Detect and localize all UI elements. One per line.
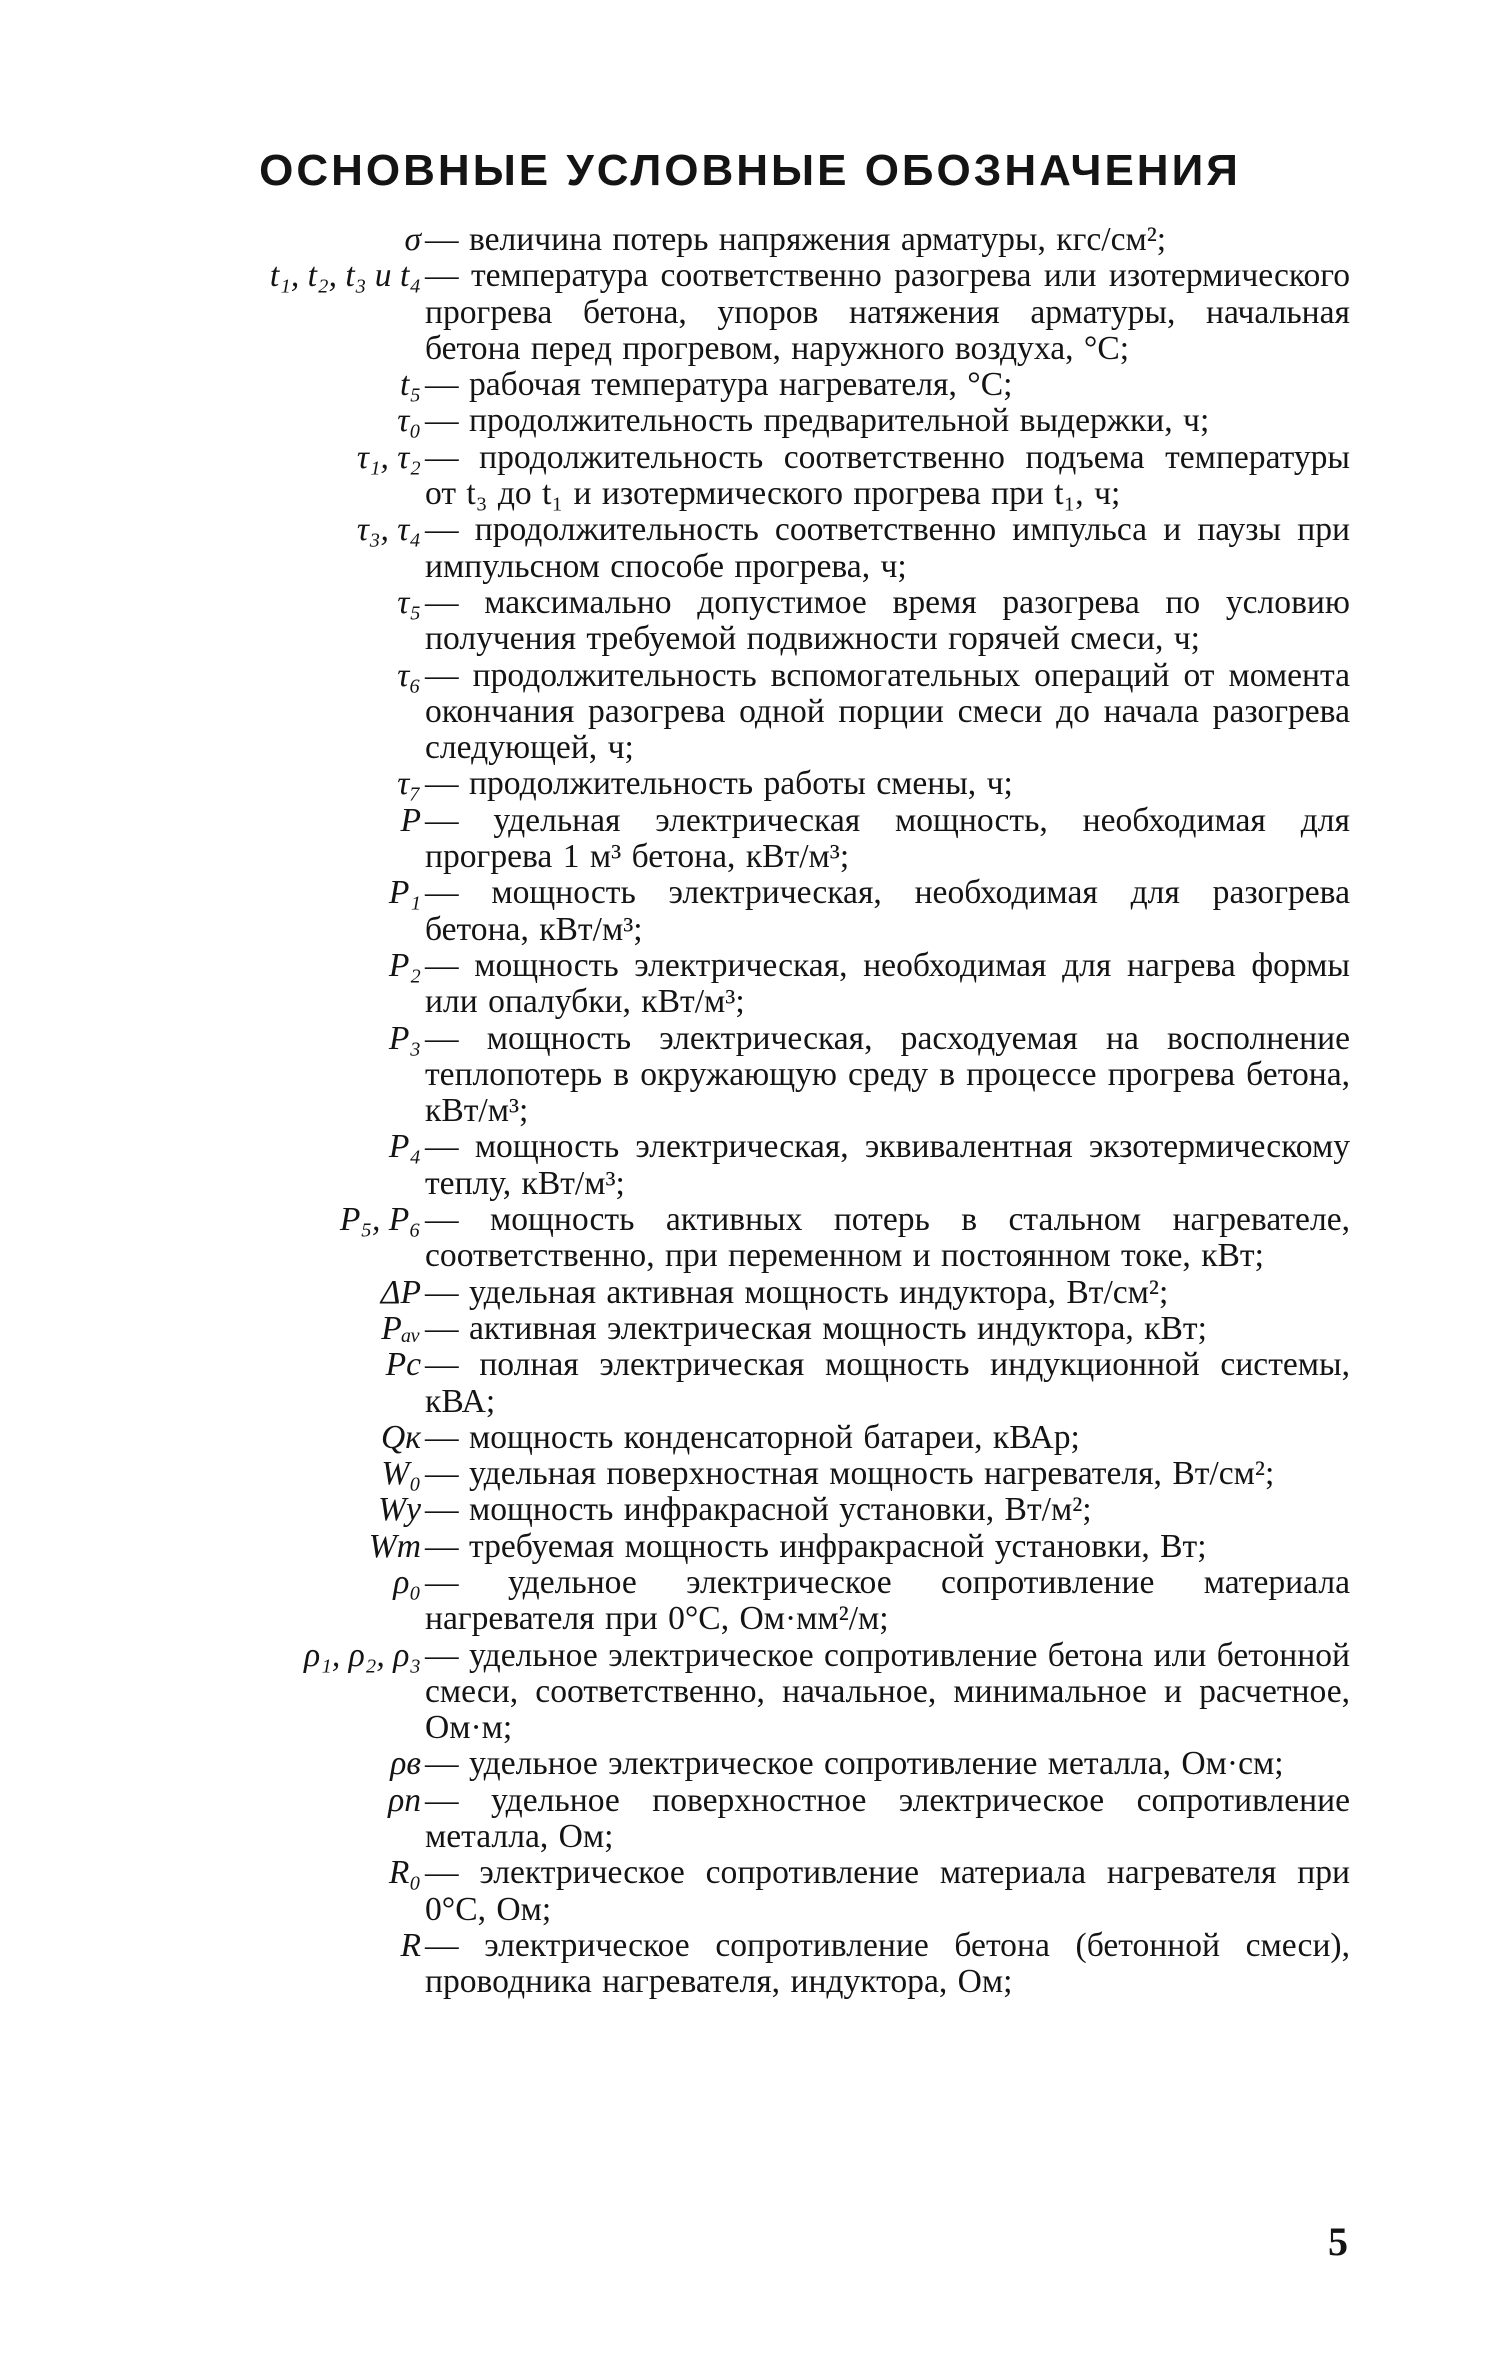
notation-entry	[160, 258, 1350, 367]
notation-entry	[160, 1021, 1350, 1130]
notation-symbol: Qк	[381, 1418, 421, 1456]
notation-definition	[425, 512, 1350, 585]
notation-symbol: τ₀	[397, 402, 421, 440]
notation-symbol: τ₃, τ₄	[356, 511, 421, 549]
notation-definition	[425, 948, 1350, 1021]
notation-definition	[425, 875, 1350, 948]
notation-symbol: ρ₁, ρ₂, ρ₃	[304, 1636, 421, 1674]
em-dash: —	[425, 511, 459, 549]
definition-text: мощность инфракрасной установки, Вт/м²;	[468, 1491, 1092, 1529]
notation-entry	[160, 1311, 1350, 1347]
notation-definition	[425, 1021, 1350, 1130]
em-dash: —	[425, 765, 459, 803]
notation-entry	[160, 1129, 1350, 1202]
notation-symbol: Pс	[385, 1346, 421, 1384]
definition-text: удельное электрическое сопротивление металла, Ом·см;	[468, 1745, 1284, 1783]
em-dash: —	[425, 1527, 459, 1565]
notation-entry	[160, 803, 1350, 876]
notation-entry	[160, 1855, 1350, 1928]
notation-entry	[160, 875, 1350, 948]
em-dash: —	[425, 1745, 459, 1783]
notation-definition	[425, 658, 1350, 767]
notation-definition	[425, 367, 1350, 403]
notation-definition	[425, 1420, 1350, 1456]
notation-symbol: P₂	[388, 946, 421, 984]
em-dash: —	[425, 221, 459, 258]
notation-symbol: σ	[404, 221, 421, 258]
notation-entry	[160, 1746, 1350, 1782]
notation-entry	[160, 403, 1350, 439]
page-title: ОСНОВНЫЕ УСЛОВНЫЕ ОБОЗНАЧЕНИЯ	[259, 146, 1241, 195]
notation-definition	[425, 1202, 1350, 1275]
em-dash: —	[425, 1781, 459, 1819]
definition-text: электрическое сопротивление бетона (бетонной смеси), проводника нагревателя, индуктора, Ом;	[425, 1926, 1350, 2001]
notation-entry	[160, 948, 1350, 1021]
notation-entry	[160, 1202, 1350, 1275]
definition-text: продолжительность работы смены, ч;	[468, 765, 1013, 803]
notation-entry	[160, 585, 1350, 658]
em-dash: —	[425, 1854, 459, 1892]
em-dash: —	[425, 1128, 459, 1166]
notation-symbol: τ₅	[397, 583, 421, 621]
definition-text: мощность электрическая, необходимая для нагрева формы или опалубки, кВт/м³;	[425, 946, 1350, 1021]
notation-definition	[425, 1529, 1350, 1565]
notation-symbol: ρп	[388, 1781, 421, 1819]
notation-definition	[425, 766, 1350, 802]
notation-entry	[160, 1638, 1350, 1747]
em-dash: —	[425, 257, 459, 295]
notation-symbol: τ₁, τ₂	[356, 438, 421, 476]
notation-symbol: R	[400, 1926, 421, 1964]
notation-entry	[160, 1492, 1350, 1528]
definition-text: удельное электрическое сопротивление бетона или бетонной смеси, соответственно, начальное, минимальное и расчетное, Ом·м;	[425, 1636, 1350, 1747]
em-dash: —	[425, 366, 459, 404]
notation-definition	[425, 585, 1350, 658]
notation-symbol: Pₐᵥ	[381, 1309, 421, 1347]
em-dash: —	[425, 1636, 459, 1674]
notation-list	[160, 222, 1350, 2001]
notation-entry	[160, 658, 1350, 767]
notation-definition	[425, 803, 1350, 876]
notation-definition	[425, 1492, 1350, 1528]
notation-entry	[160, 1347, 1350, 1420]
definition-text: требуемая мощность инфракрасной установки, Вт;	[468, 1527, 1207, 1565]
definition-text: мощность электрическая, расходуемая на восполнение теплопотерь в окружающую среду в процессе прогрева бетона, кВт/м³;	[425, 1019, 1350, 1130]
definition-text: активная электрическая мощность индуктора, кВт;	[468, 1309, 1207, 1347]
notation-entry	[160, 1456, 1350, 1492]
definition-text: продолжительность соответственно импульса и паузы при импульсном способе прогрева, ч;	[425, 511, 1350, 585]
em-dash: —	[425, 1563, 459, 1601]
em-dash: —	[425, 1455, 459, 1493]
em-dash: —	[425, 946, 459, 984]
notation-entry	[160, 1275, 1350, 1311]
notation-symbol: τ₆	[397, 656, 421, 694]
notation-symbol: P₄	[388, 1128, 421, 1166]
em-dash: —	[425, 1926, 459, 1964]
em-dash: —	[425, 801, 459, 839]
definition-text: рабочая температура нагревателя, °С;	[468, 366, 1013, 404]
notation-entry	[160, 1420, 1350, 1456]
notation-symbol: ΔP	[380, 1273, 421, 1311]
notation-definition	[425, 1347, 1350, 1420]
notation-symbol: R₀	[388, 1854, 421, 1892]
notation-symbol: P₁	[388, 874, 421, 912]
notation-symbol: t₁, t₂, t₃ и t₄	[269, 257, 421, 295]
notation-symbol: P₅, P₆	[339, 1201, 421, 1239]
notation-definition	[425, 1275, 1350, 1311]
em-dash: —	[425, 1309, 459, 1347]
notation-entry	[160, 440, 1350, 513]
notation-entry	[160, 222, 1350, 258]
em-dash: —	[425, 874, 459, 912]
em-dash: —	[425, 438, 459, 476]
definition-text: удельная поверхностная мощность нагревателя, Вт/см²;	[468, 1455, 1275, 1493]
definition-text: продолжительность соответственно подъема температуры от t₃ до t₁ и изотермического прогрева при t₁, ч;	[425, 438, 1350, 513]
notation-definition	[425, 1783, 1350, 1856]
definition-text: удельная активная мощность индуктора, Вт/см²;	[468, 1273, 1169, 1311]
em-dash: —	[425, 1491, 459, 1529]
definition-text: мощность электрическая, эквивалентная экзотермическому теплу, кВт/м³;	[425, 1128, 1350, 1202]
notation-entry	[160, 367, 1350, 403]
notation-definition	[425, 258, 1350, 367]
em-dash: —	[425, 1346, 459, 1384]
definition-text: мощность электрическая, необходимая для разогрева бетона, кВт/м³;	[425, 874, 1350, 948]
definition-text: продолжительность предварительной выдержки, ч;	[468, 402, 1210, 440]
definition-text: удельная электрическая мощность, необходимая для прогрева 1 м³ бетона, кВт/м³;	[425, 801, 1350, 876]
definition-text: максимально допустимое время разогрева по условию получения требуемой подвижности горячей смеси, ч;	[425, 583, 1350, 658]
notation-definition	[425, 1746, 1350, 1782]
notation-definition	[425, 1456, 1350, 1492]
em-dash: —	[425, 1273, 459, 1311]
em-dash: —	[425, 1019, 459, 1057]
em-dash: —	[425, 1418, 459, 1456]
page-number: 5	[1328, 2219, 1348, 2264]
notation-symbol: ρв	[390, 1745, 421, 1783]
notation-definition	[425, 1311, 1350, 1347]
notation-symbol: P₃	[388, 1019, 421, 1057]
definition-text: температура соответственно разогрева или изотермического прогрева бетона, упоров натяжения арматуры, начальная бетона перед прогревом, наружного воздуха, °С;	[425, 257, 1350, 367]
definition-text: мощность активных потерь в стальном нагревателе, соответственно, при переменном и постоянном токе, кВт;	[425, 1201, 1350, 1275]
notation-entry	[160, 1529, 1350, 1565]
definition-text: продолжительность вспомогательных операций от момента окончания разогрева одной порции смеси до начала разогрева следующей, ч;	[425, 656, 1350, 767]
notation-entry	[160, 1928, 1350, 2001]
definition-text: величина потерь напряжения арматуры, кгс/см²;	[468, 221, 1167, 258]
notation-entry	[160, 512, 1350, 585]
em-dash: —	[425, 1201, 459, 1239]
notation-symbol: τ₇	[397, 765, 421, 803]
notation-symbol: ρ₀	[393, 1563, 421, 1601]
notation-definition	[425, 1638, 1350, 1747]
definition-text: удельное поверхностное электрическое сопротивление металла, Ом;	[425, 1781, 1350, 1856]
notation-symbol: Wу	[378, 1491, 421, 1529]
definition-text: электрическое сопротивление материала нагревателя при 0°С, Ом;	[425, 1854, 1350, 1928]
notation-symbol: P	[400, 801, 421, 839]
em-dash: —	[425, 402, 459, 440]
notation-entry	[160, 1783, 1350, 1856]
notation-symbol: W₀	[381, 1455, 421, 1493]
notation-definition	[425, 1565, 1350, 1638]
definition-text: полная электрическая мощность индукционной системы, кВА;	[425, 1346, 1350, 1420]
em-dash: —	[425, 583, 459, 621]
notation-entry	[160, 1565, 1350, 1638]
notation-definition	[425, 1129, 1350, 1202]
notation-symbol: t₅	[399, 366, 421, 404]
notation-definition	[425, 1928, 1350, 2001]
definition-text: мощность конденсаторной батареи, кВАр;	[468, 1418, 1080, 1456]
notation-definition	[425, 1855, 1350, 1928]
notation-definition	[425, 440, 1350, 513]
definition-text: удельное электрическое сопротивление материала нагревателя при 0°С, Ом·мм²/м;	[425, 1563, 1350, 1638]
notation-entry	[160, 766, 1350, 802]
em-dash: —	[425, 656, 459, 694]
notation-definition	[425, 222, 1350, 258]
notation-symbol: Wт	[368, 1527, 421, 1565]
notation-definition	[425, 403, 1350, 439]
